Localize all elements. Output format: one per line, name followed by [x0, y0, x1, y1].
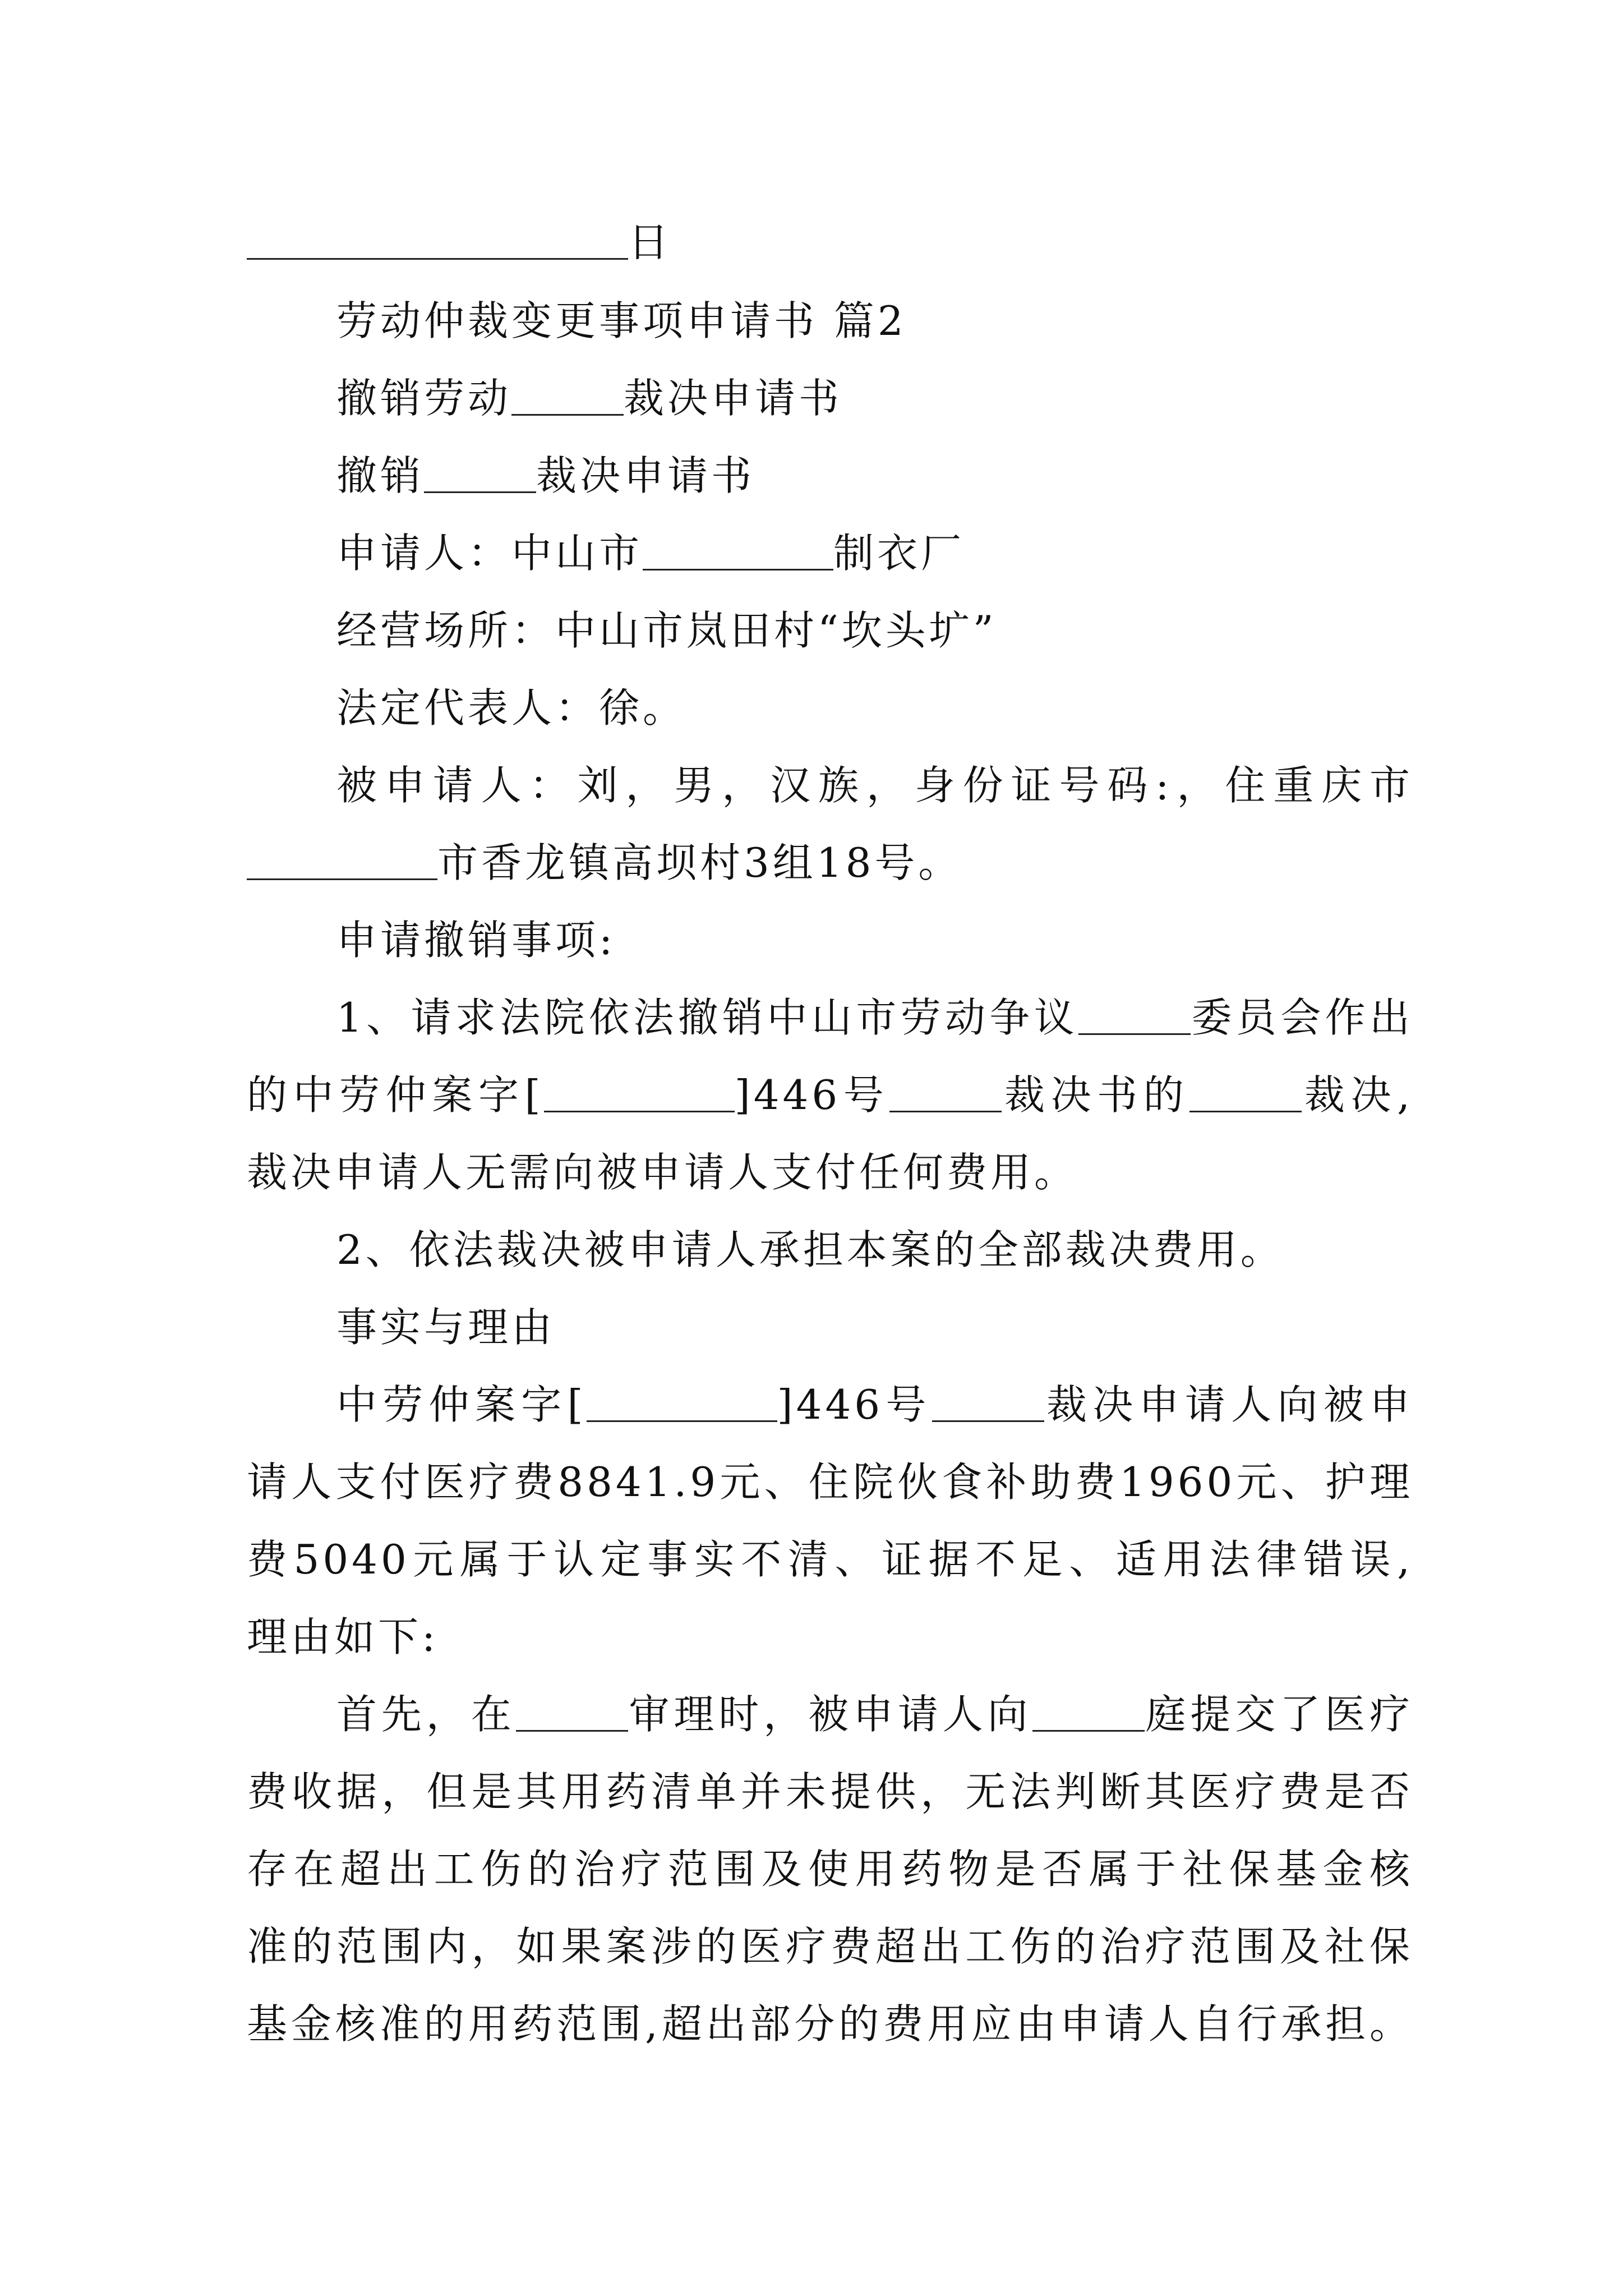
text-segment: 1、请求法院依法撤销中山市劳动争议 [336, 994, 1079, 1041]
text-segment: 裁决申请人无需向被申请人支付任何费用。 [247, 1149, 1078, 1196]
text-segment: 裁决申请书 [624, 375, 843, 422]
fill-in-blank [643, 528, 833, 570]
text-segment: 首先，在 [336, 1691, 516, 1738]
text-segment: 法定代表人：徐。 [336, 684, 687, 731]
paragraph-line [336, 1686, 1413, 1742]
text-segment: 准的范围内，如果案涉的医疗费超出工伤的治疗范围及社保 [247, 1923, 1413, 1970]
paragraph-line [247, 1918, 1413, 1975]
paragraph-line [336, 1377, 1413, 1433]
text-segment: ]446号 [734, 1071, 890, 1119]
text-segment: 存在超出工伤的治疗范围及使用药物是否属于社保基金核 [247, 1846, 1413, 1893]
doc-heading [336, 370, 1413, 426]
fill-in-blank [587, 1380, 777, 1422]
fill-in-blank [1032, 1690, 1145, 1732]
fill-in-blank [247, 218, 628, 260]
text-segment: 的中劳仲案字[ [247, 1071, 544, 1119]
text-segment: 申请撤销事项: [336, 917, 616, 964]
text-segment: 中劳仲案字[ [336, 1381, 587, 1428]
text-segment: 撤销劳动 [336, 375, 512, 422]
text-segment: 市香龙镇高坝村3组18号。 [437, 839, 962, 886]
fill-in-blank [247, 838, 437, 880]
text-segment: 申请人：中山市 [336, 530, 643, 577]
text-segment: 基金核准的用药范围,超出部分的费用应由申请人自行承担。 [247, 2000, 1413, 2047]
text-segment: 劳动仲裁变更事项申请书 篇2 [336, 297, 907, 344]
text-segment: 费5040元属于认定事实不清、证据不足、适用法律错误, [247, 1536, 1413, 1583]
text-segment: 费收据，但是其用药清单并未提供，无法判断其医疗费是否 [247, 1768, 1413, 1815]
text-segment: 经营场所：中山市岚田村“坎头圹” [336, 607, 997, 654]
fill-in-blank [511, 374, 624, 416]
paragraph-line [247, 1764, 1413, 1820]
paragraph-line [336, 1222, 1413, 1278]
text-segment: 理由如下: [247, 1613, 439, 1660]
text-segment: 裁决申请书 [536, 452, 755, 499]
fill-in-blank [516, 1690, 628, 1732]
text-segment: ]446号 [777, 1381, 932, 1428]
respondent-line [336, 757, 1413, 813]
fill-in-blank [1078, 993, 1191, 1035]
legal-representative-line [336, 680, 1413, 736]
applicant-line [336, 525, 1413, 581]
text-segment: 审理时，被申请人向 [628, 1691, 1032, 1738]
text-segment: 裁决申请人向被申 [1044, 1381, 1413, 1428]
paragraph-line [247, 1454, 1413, 1510]
text-segment: 撤销 [336, 452, 425, 499]
text-segment: 制衣厂 [833, 530, 965, 577]
text-line [247, 214, 1413, 270]
text-segment: 日 [628, 219, 672, 266]
doc-heading [336, 448, 1413, 504]
request-heading [336, 912, 1413, 968]
fill-in-blank [1189, 1070, 1302, 1112]
text-segment: 裁决书的 [1002, 1071, 1190, 1119]
fill-in-blank [544, 1070, 735, 1112]
respondent-address-line [247, 835, 1413, 891]
text-segment: 请人支付医疗费8841.9元、住院伙食补助费1960元、护理 [247, 1458, 1413, 1506]
fill-in-blank [932, 1380, 1044, 1422]
text-segment: 庭提交了医疗 [1144, 1691, 1413, 1738]
text-segment: 裁决, [1302, 1071, 1413, 1119]
section-title [336, 293, 1413, 349]
paragraph-line [247, 1609, 1413, 1665]
fill-in-blank [424, 451, 536, 493]
facts-heading [336, 1299, 1413, 1355]
text-segment: 被申请人：刘，男，汉族，身份证号码:，住重庆市 [336, 762, 1413, 809]
text-segment: 2、依法裁决被申请人承担本案的全部裁决费用。 [336, 1226, 1284, 1273]
text-segment: 事实与理由 [336, 1304, 556, 1351]
paragraph-line [247, 1067, 1413, 1123]
fill-in-blank [889, 1070, 1002, 1112]
business-address-line [336, 602, 1413, 659]
paragraph-line [247, 1531, 1413, 1588]
paragraph-line [336, 990, 1413, 1046]
paragraph-line [247, 1841, 1413, 1897]
paragraph-line [247, 1144, 1413, 1200]
text-segment: 委员会作出 [1191, 994, 1413, 1041]
paragraph-line [247, 1996, 1413, 2052]
